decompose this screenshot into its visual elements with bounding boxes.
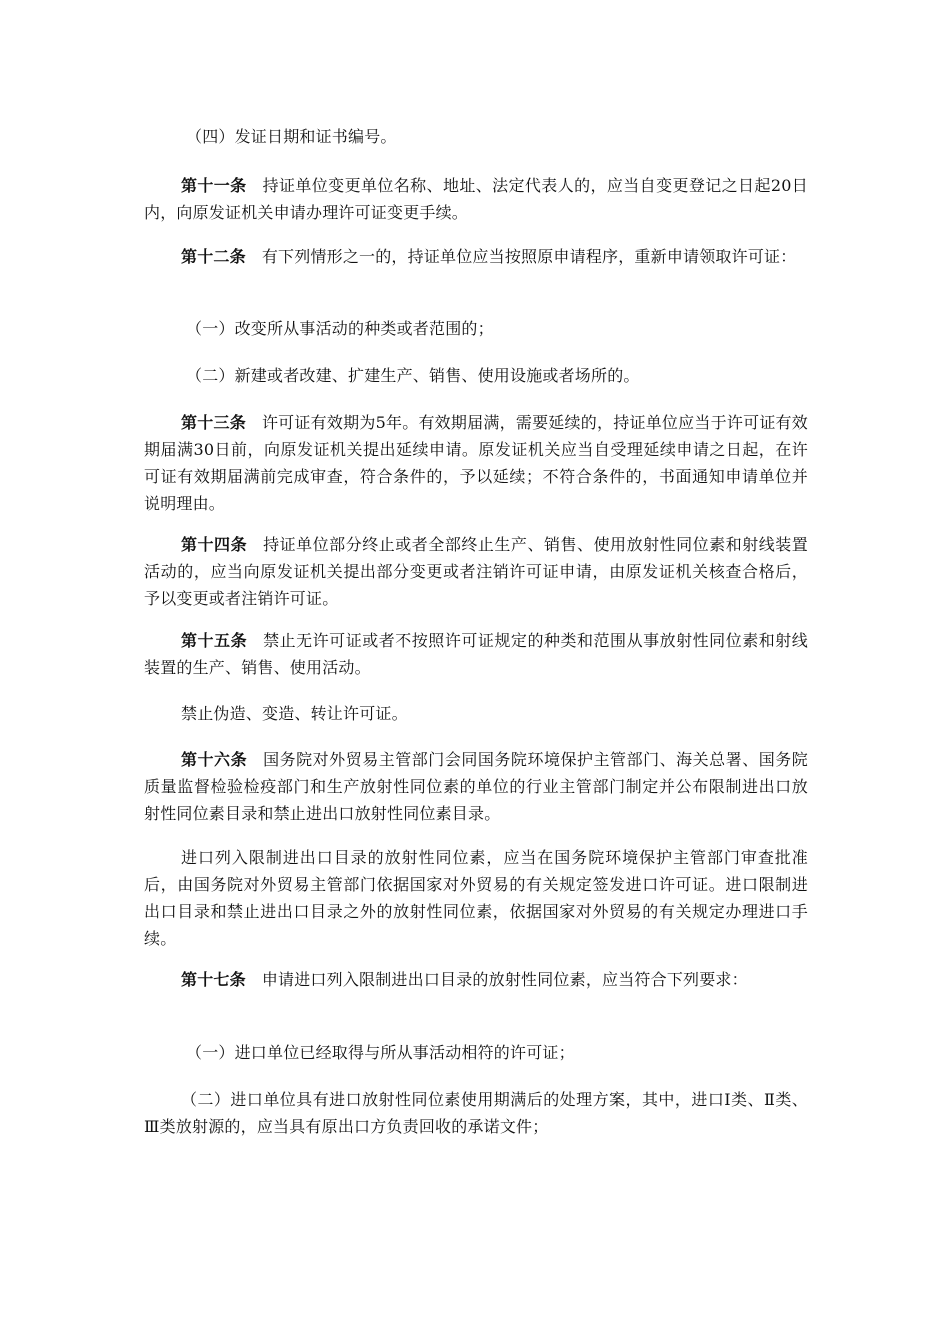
article-text: 有下列情形之一的，持证单位应当按照原申请程序，重新申请领取许可证： [261,247,797,266]
paragraph-item-2 [144,1086,808,1140]
article-heading: 第十二条 [181,247,246,266]
paragraph-text: （四）发证日期和证书编号。 [186,127,397,146]
article-12 [144,243,808,270]
article-heading: 第十四条 [181,535,248,554]
article-text: 申请进口列入限制进出口目录的放射性同位素，应当符合下列要求： [261,970,748,989]
article-heading: 第十五条 [181,631,248,650]
article-heading: 第十一条 [181,176,247,195]
paragraph-plain [144,844,808,952]
paragraph-item-2 [144,362,808,389]
article-text: 许可证有效期为5年。有效期届满，需要延续的，持证单位应当于许可证有效期届满30日前，向原发证机关提出延续申请。原发证机关应当自受理延续申请之日起，在许可证有效期届满前完成审查，符合条件的，予以延续；不符合条件的，书面通知申请单位并说明理由。 [144,413,808,513]
article-14 [144,531,808,612]
article-text: 禁止无许可证或者不按照许可证规定的种类和范围从事放射性同位素和射线装置的生产、销售、使用活动。 [144,631,808,677]
article-15 [144,627,808,681]
paragraph-text: （一）改变所从事活动的种类或者范围的； [186,319,494,338]
article-text: 持证单位变更单位名称、地址、法定代表人的，应当自变更登记之日起20日内，向原发证机关申请办理许可证变更手续。 [144,176,808,222]
article-heading: 第十七条 [181,970,246,989]
paragraph-item-1 [144,315,808,342]
paragraph-plain [144,700,808,727]
paragraph-text: 禁止伪造、变造、转让许可证。 [181,704,408,723]
paragraph-text: （一）进口单位已经取得与所从事活动相符的许可证； [186,1043,575,1062]
article-heading: 第十三条 [181,413,246,432]
paragraph-text: （二）新建或者改建、扩建生产、销售、使用设施或者场所的。 [186,366,640,385]
article-heading: 第十六条 [181,750,248,769]
article-17 [144,966,808,993]
article-13 [144,409,808,517]
article-text: 持证单位部分终止或者全部终止生产、销售、使用放射性同位素和射线装置活动的，应当向原发证机关提出部分变更或者注销许可证申请，由原发证机关核查合格后，予以变更或者注销许可证。 [144,535,808,608]
article-text: 国务院对外贸易主管部门会同国务院环境保护主管部门、海关总署、国务院质量监督检验检疫部门和生产放射性同位素的单位的行业主管部门制定并公布限制进出口放射性同位素目录和禁止进出口放射性同位素目录。 [144,750,808,823]
paragraph-text: 进口列入限制进出口目录的放射性同位素，应当在国务院环境保护主管部门审查批准后，由国务院对外贸易主管部门依据国家对外贸易的有关规定签发进口许可证。进口限制进出口目录和禁止进出口目录之外的放射性同位素，依据国家对外贸易的有关规定办理进口手续。 [144,848,808,948]
paragraph-item-1 [144,1039,808,1066]
article-16 [144,746,808,827]
article-11 [144,172,808,226]
paragraph-text: （二）进口单位具有进口放射性同位素使用期满后的处理方案，其中，进口Ⅰ类、Ⅱ类、Ⅲ类放射源的，应当具有原出口方负责回收的承诺文件； [144,1090,808,1136]
paragraph-item-4 [144,123,808,150]
